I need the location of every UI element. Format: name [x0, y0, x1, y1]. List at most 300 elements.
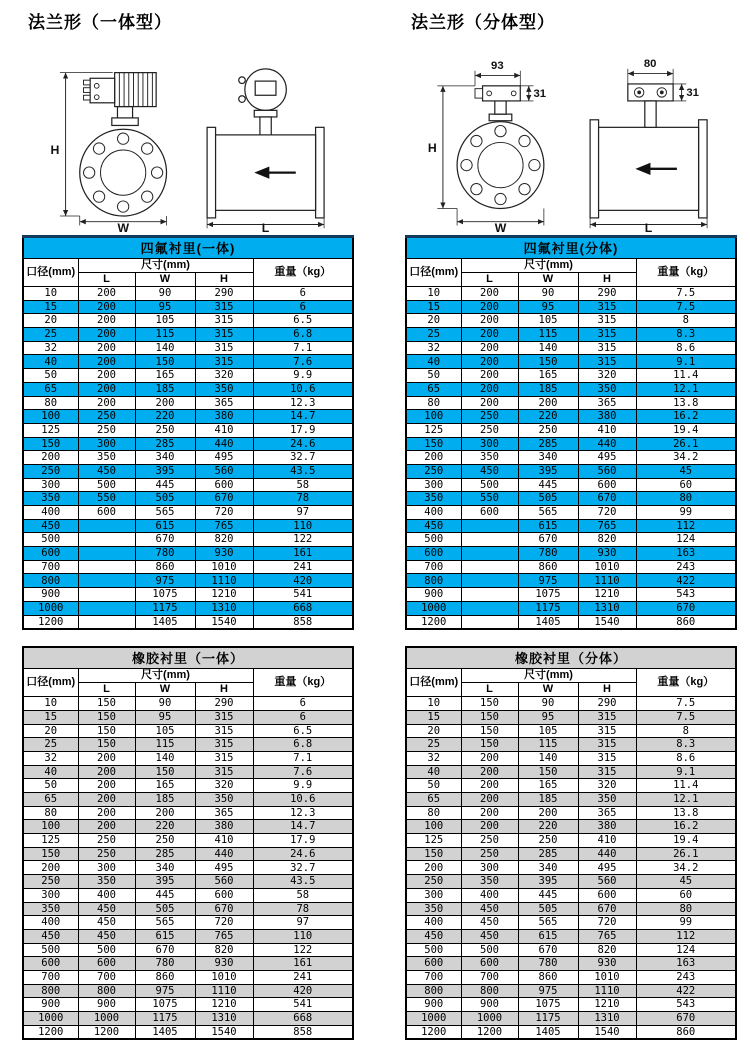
table-cell: 122 [253, 533, 353, 547]
table-cell: 26.1 [636, 847, 736, 861]
table-cell: 445 [518, 888, 578, 902]
table-cell: 560 [578, 875, 636, 889]
table-cell: 315 [195, 738, 253, 752]
table-cell: 243 [636, 970, 736, 984]
table-cell: 32 [23, 341, 78, 355]
table-cell: 97 [253, 506, 353, 520]
table-cell: 422 [636, 984, 736, 998]
table-row [23, 984, 353, 998]
table-row [23, 355, 353, 369]
table-row [406, 847, 736, 861]
table-row [23, 806, 353, 820]
table-cell: 1210 [578, 998, 636, 1012]
dim-label-h: H [50, 142, 60, 157]
table-cell: 440 [195, 437, 253, 451]
table-cell [461, 533, 518, 547]
table-cell: 1540 [578, 1025, 636, 1039]
table-cell: 315 [195, 328, 253, 342]
table-row [406, 328, 736, 342]
table-cell: 450 [78, 929, 135, 943]
table-cell: 1200 [23, 1025, 78, 1039]
table-cell: 500 [406, 533, 461, 547]
table-cell: 6 [253, 287, 353, 301]
table-cell [78, 560, 135, 574]
table-cell: 200 [135, 396, 195, 410]
table-cell: 200 [78, 793, 135, 807]
table-cell: 125 [406, 423, 461, 437]
table-cell: 11.4 [636, 779, 736, 793]
table-cell: 150 [518, 355, 578, 369]
table-row [406, 574, 736, 588]
table-cell: 20 [23, 724, 78, 738]
table-cell: 19.4 [636, 423, 736, 437]
table-cell: 720 [578, 916, 636, 930]
table-cell: 90 [518, 287, 578, 301]
table-cell: 200 [461, 765, 518, 779]
table-cell: 860 [518, 560, 578, 574]
table-row [406, 287, 736, 301]
table-cell: 800 [23, 574, 78, 588]
table-cell: 1110 [195, 574, 253, 588]
table-cell: 560 [578, 464, 636, 478]
table-cell: 505 [135, 902, 195, 916]
table-cell: 9.9 [253, 369, 353, 383]
table-cell: 315 [578, 765, 636, 779]
table-row [406, 615, 736, 629]
table-cell: 40 [23, 765, 78, 779]
table-cell: 200 [461, 820, 518, 834]
table-cell: 250 [23, 875, 78, 889]
junction-box-icon [475, 86, 520, 121]
table-cell: 1010 [195, 970, 253, 984]
table-cell: 820 [195, 533, 253, 547]
table-cell: 975 [135, 984, 195, 998]
table-cell: 380 [578, 820, 636, 834]
table-row [23, 588, 353, 602]
table-cell: 140 [135, 751, 195, 765]
table-cell: 80 [23, 806, 78, 820]
table-row [406, 806, 736, 820]
table-cell: 1200 [23, 615, 78, 629]
table-cell: 320 [195, 779, 253, 793]
table-cell: 17.9 [253, 423, 353, 437]
table-cell: 50 [23, 779, 78, 793]
table-row [406, 533, 736, 547]
table-row [406, 738, 736, 752]
table-cell: 40 [23, 355, 78, 369]
table-cell: 32 [23, 751, 78, 765]
table-cell: 13.8 [636, 396, 736, 410]
table-row [406, 560, 736, 574]
table-cell: 122 [253, 943, 353, 957]
table-cell: 400 [23, 506, 78, 520]
table-cell: 858 [253, 615, 353, 629]
table-row [23, 300, 353, 314]
table-row [406, 423, 736, 437]
table-cell: 150 [78, 724, 135, 738]
table-cell: 285 [135, 847, 195, 861]
table-cell: 250 [461, 410, 518, 424]
table-cell: 250 [78, 834, 135, 848]
table-cell: 140 [518, 341, 578, 355]
table-row [406, 355, 736, 369]
table-cell: 350 [578, 793, 636, 807]
table-row [406, 751, 736, 765]
table-cell: 975 [135, 574, 195, 588]
table-row [23, 464, 353, 478]
table-cell: 700 [78, 970, 135, 984]
table-cell: 615 [518, 519, 578, 533]
table-cell: 200 [135, 806, 195, 820]
table-cell: 285 [135, 437, 195, 451]
table-cell: 200 [406, 861, 461, 875]
table-cell: 765 [578, 929, 636, 943]
table-cell: 65 [23, 382, 78, 396]
table-row [406, 492, 736, 506]
table-cell: 50 [406, 779, 461, 793]
diagram-flange-split [405, 33, 745, 233]
table-cell [461, 601, 518, 615]
table-cell: 34.2 [636, 451, 736, 465]
table-row [406, 929, 736, 943]
table-cell: 32.7 [253, 451, 353, 465]
table-cell: 500 [461, 478, 518, 492]
table-cell: 1110 [578, 984, 636, 998]
table-cell: 140 [518, 751, 578, 765]
table-cell: 200 [78, 355, 135, 369]
table-row [23, 451, 353, 465]
table-cell: 15 [406, 710, 461, 724]
table-cell: 10.6 [253, 382, 353, 396]
table-cell: 9.9 [253, 779, 353, 793]
table-cell: 200 [518, 396, 578, 410]
table-cell: 500 [23, 533, 78, 547]
table-cell: 1405 [135, 615, 195, 629]
table-cell: 95 [135, 710, 195, 724]
table-cell: 670 [636, 601, 736, 615]
table-cell: 1175 [518, 601, 578, 615]
table-cell: 315 [578, 751, 636, 765]
table-cell: 350 [406, 902, 461, 916]
table-cell: 65 [406, 793, 461, 807]
table-cell: 250 [23, 464, 78, 478]
table-cell: 450 [23, 519, 78, 533]
table-cell: 105 [135, 724, 195, 738]
table-row [23, 423, 353, 437]
table-row [23, 916, 353, 930]
table-cell: 80 [636, 492, 736, 506]
table-cell: 765 [195, 929, 253, 943]
table-rubber-integrated [22, 646, 354, 1040]
table-cell: 340 [518, 861, 578, 875]
table-cell: 350 [195, 382, 253, 396]
table-cell: 163 [636, 547, 736, 561]
table-row [23, 519, 353, 533]
table-cell: 250 [135, 423, 195, 437]
table-cell [461, 588, 518, 602]
table-cell: 50 [23, 369, 78, 383]
table-cell: 700 [23, 970, 78, 984]
table-cell: 500 [23, 943, 78, 957]
table-cell: 1310 [578, 601, 636, 615]
table-row [23, 287, 353, 301]
table-cell [78, 533, 135, 547]
col-header-h: H [195, 273, 253, 287]
table-cell: 900 [23, 998, 78, 1012]
table-cell: 670 [135, 533, 195, 547]
table-cell: 6.5 [253, 724, 353, 738]
table-cell: 150 [461, 738, 518, 752]
table-cell: 975 [518, 984, 578, 998]
table-cell: 800 [406, 984, 461, 998]
table-row [406, 451, 736, 465]
table-cell: 1000 [23, 1012, 78, 1026]
table-cell: 200 [78, 751, 135, 765]
table-title: 橡胶衬里（分体） [406, 647, 736, 669]
table-cell: 14.7 [253, 410, 353, 424]
table-row [406, 984, 736, 998]
table-row [23, 970, 353, 984]
table-body [406, 287, 736, 630]
section-title-split: 法兰形（分体型） [411, 13, 555, 32]
table-row [23, 710, 353, 724]
table-cell: 8.3 [636, 328, 736, 342]
side-view-integrated [207, 69, 324, 233]
table-cell: 250 [406, 875, 461, 889]
table-cell: 8.3 [636, 738, 736, 752]
table-cell: 150 [518, 765, 578, 779]
table-cell: 32 [406, 341, 461, 355]
table-cell: 1110 [578, 574, 636, 588]
table-cell: 300 [23, 478, 78, 492]
table-cell: 600 [578, 888, 636, 902]
table-cell: 410 [195, 423, 253, 437]
table-cell: 858 [253, 1025, 353, 1039]
table-row [23, 902, 353, 916]
table-row [23, 724, 353, 738]
table-cell: 7.5 [636, 710, 736, 724]
table-cell: 250 [461, 423, 518, 437]
table-cell: 420 [253, 984, 353, 998]
table-cell: 200 [23, 451, 78, 465]
table-cell: 285 [518, 437, 578, 451]
table-cell: 565 [518, 506, 578, 520]
table-cell: 200 [78, 820, 135, 834]
col-header-size: 尺寸(mm) [78, 259, 253, 273]
table-cell: 290 [195, 697, 253, 711]
table-row [406, 1012, 736, 1026]
table-cell: 60 [636, 888, 736, 902]
table-title: 四氟衬里(一体) [23, 237, 353, 259]
table-cell: 420 [253, 574, 353, 588]
table-cell: 16.2 [636, 820, 736, 834]
table-cell: 20 [406, 724, 461, 738]
col-header-l: L [461, 273, 518, 287]
table-cell: 200 [78, 300, 135, 314]
table-cell: 560 [195, 875, 253, 889]
col-header-h: H [578, 273, 636, 287]
table-row [406, 765, 736, 779]
table-cell: 780 [518, 957, 578, 971]
table-cell: 720 [195, 506, 253, 520]
table-cell: 125 [23, 834, 78, 848]
dim-label-w: W [117, 221, 130, 233]
table-cell: 670 [518, 943, 578, 957]
table-cell: 300 [23, 888, 78, 902]
table-cell: 12.3 [253, 806, 353, 820]
table-cell: 80 [23, 396, 78, 410]
table-cell: 9.1 [636, 355, 736, 369]
table-cell: 80 [636, 902, 736, 916]
col-header-weight: 重量（kg） [636, 669, 736, 697]
table-cell: 250 [518, 834, 578, 848]
table-row [23, 382, 353, 396]
table-row [406, 724, 736, 738]
table-cell: 1210 [195, 588, 253, 602]
table-cell [461, 560, 518, 574]
table-row [406, 861, 736, 875]
table-cell: 200 [78, 382, 135, 396]
dim-label-31-side: 31 [686, 87, 699, 100]
table-cell: 112 [636, 929, 736, 943]
table-cell: 1175 [518, 1012, 578, 1026]
table-cell: 65 [23, 793, 78, 807]
table-cell: 150 [78, 697, 135, 711]
table-ptfe-split [405, 235, 737, 630]
table-row [23, 314, 353, 328]
table-cell: 495 [578, 451, 636, 465]
table-cell: 1000 [406, 601, 461, 615]
table-cell: 1010 [195, 560, 253, 574]
table-cell: 670 [135, 943, 195, 957]
table-cell: 300 [461, 861, 518, 875]
table-cell: 163 [636, 957, 736, 971]
table-cell: 125 [23, 423, 78, 437]
dim-label-h: H [427, 140, 437, 155]
dim-label-l: L [261, 221, 270, 233]
table-cell: 6.8 [253, 328, 353, 342]
table-cell: 500 [461, 943, 518, 957]
table-row [23, 547, 353, 561]
table-cell: 95 [518, 710, 578, 724]
table-cell: 243 [636, 560, 736, 574]
table-cell: 1405 [135, 1025, 195, 1039]
table-cell: 200 [461, 779, 518, 793]
table-row [406, 314, 736, 328]
table-row [23, 396, 353, 410]
table-cell: 200 [461, 328, 518, 342]
table-row [406, 506, 736, 520]
table-cell: 350 [23, 902, 78, 916]
table-cell: 10 [23, 697, 78, 711]
table-cell: 45 [636, 464, 736, 478]
table-cell: 290 [578, 287, 636, 301]
table-row [23, 437, 353, 451]
table-cell: 600 [195, 478, 253, 492]
table-row [23, 738, 353, 752]
table-cell: 550 [78, 492, 135, 506]
table-cell: 900 [406, 588, 461, 602]
table-cell: 350 [578, 382, 636, 396]
table-cell: 165 [518, 369, 578, 383]
table-cell: 410 [578, 423, 636, 437]
table-cell: 43.5 [253, 464, 353, 478]
table-cell: 7.5 [636, 697, 736, 711]
col-header-w: W [518, 683, 578, 697]
col-header-weight: 重量（kg） [636, 259, 736, 287]
table-cell: 43.5 [253, 875, 353, 889]
table-row [23, 697, 353, 711]
table-rubber-split [405, 646, 737, 1040]
table-cell: 20 [23, 314, 78, 328]
table-cell: 380 [195, 820, 253, 834]
col-header-diameter: 口径(mm) [406, 669, 461, 697]
table-cell: 315 [578, 710, 636, 724]
table-cell [461, 519, 518, 533]
table-cell: 450 [78, 902, 135, 916]
table-cell: 6.8 [253, 738, 353, 752]
table-cell: 220 [518, 410, 578, 424]
table-cell: 365 [578, 396, 636, 410]
table-cell: 1000 [78, 1012, 135, 1026]
table-cell: 600 [406, 547, 461, 561]
table-row [406, 519, 736, 533]
table-row [406, 875, 736, 889]
col-header-weight: 重量（kg） [253, 259, 353, 287]
table-cell: 860 [518, 970, 578, 984]
table-cell: 860 [636, 615, 736, 629]
table-cell: 125 [406, 834, 461, 848]
table-cell: 150 [135, 355, 195, 369]
table-cell: 250 [518, 423, 578, 437]
table-cell: 200 [461, 287, 518, 301]
table-cell: 440 [578, 437, 636, 451]
table-cell: 800 [406, 574, 461, 588]
table-row [23, 834, 353, 848]
table-cell: 445 [518, 478, 578, 492]
table-cell: 40 [406, 765, 461, 779]
table-cell: 320 [195, 369, 253, 383]
table-cell: 541 [253, 588, 353, 602]
table-cell: 670 [195, 902, 253, 916]
table-cell: 543 [636, 998, 736, 1012]
col-header-w: W [518, 273, 578, 287]
table-cell: 200 [78, 369, 135, 383]
table-row [23, 533, 353, 547]
table-row [23, 793, 353, 807]
col-header-l: L [78, 273, 135, 287]
table-cell: 315 [195, 751, 253, 765]
table-row [406, 820, 736, 834]
table-cell: 17.9 [253, 834, 353, 848]
table-cell: 250 [78, 410, 135, 424]
table-cell: 380 [195, 410, 253, 424]
table-cell: 78 [253, 492, 353, 506]
table-cell: 58 [253, 478, 353, 492]
table-row [406, 1025, 736, 1039]
table-cell: 1010 [578, 970, 636, 984]
table-cell: 350 [461, 875, 518, 889]
converter-head-icon [84, 73, 157, 126]
table-cell: 670 [578, 902, 636, 916]
table-cell: 241 [253, 970, 353, 984]
table-cell: 7.6 [253, 355, 353, 369]
table-cell: 65 [406, 382, 461, 396]
table-cell: 95 [518, 300, 578, 314]
table-cell: 500 [78, 478, 135, 492]
table-cell: 340 [135, 861, 195, 875]
table-row [406, 793, 736, 807]
